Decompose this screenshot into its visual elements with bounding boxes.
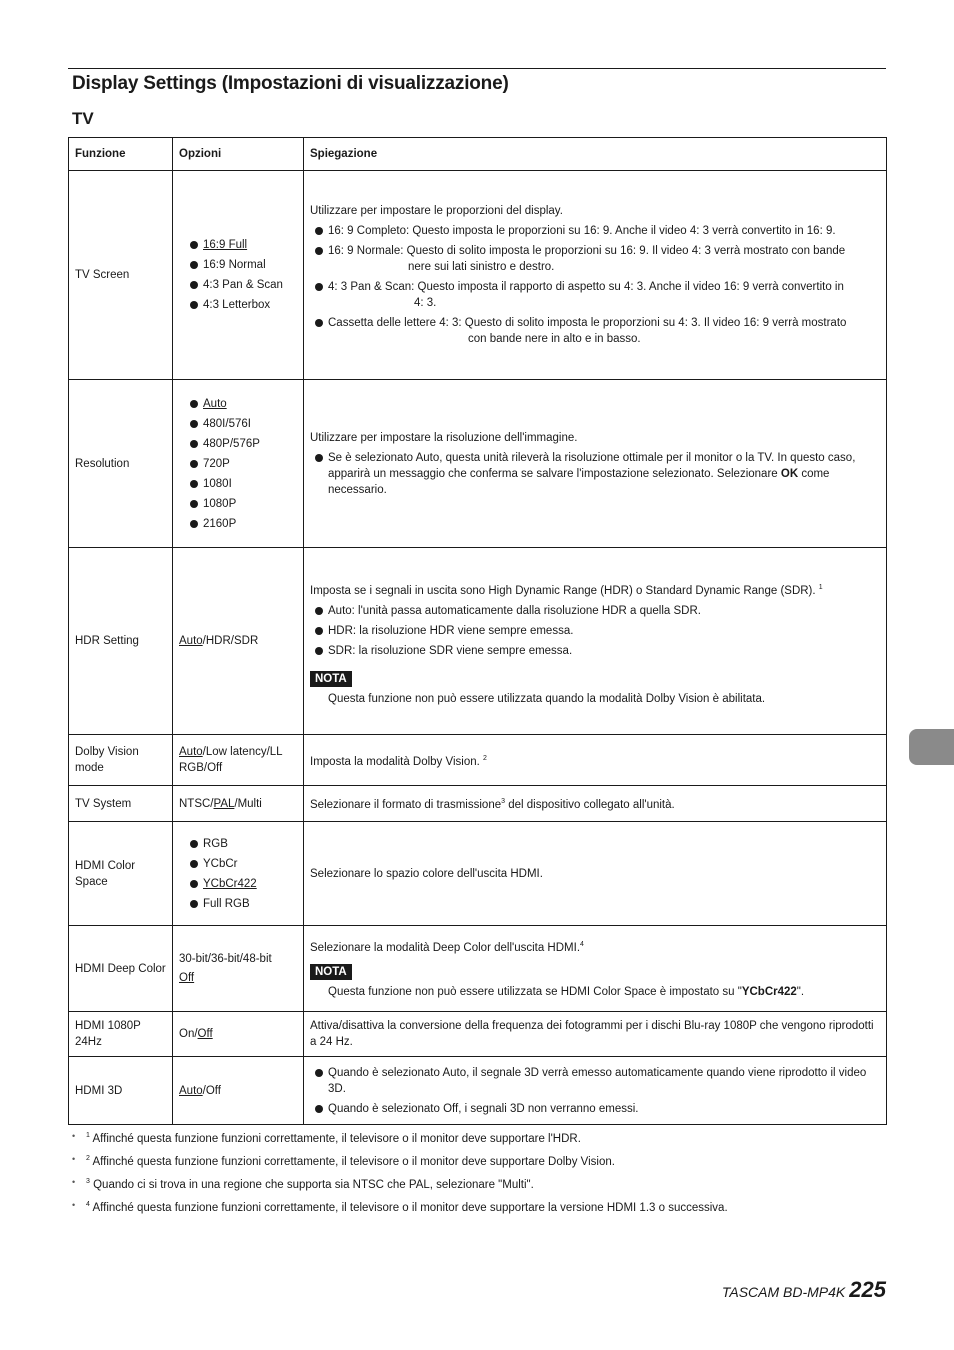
explanation: Selezionare lo spazio colore dell'uscita HDMI. bbox=[304, 822, 887, 926]
header-spiegazione: Spiegazione bbox=[304, 138, 887, 171]
explanation bbox=[304, 1057, 887, 1125]
header-rule bbox=[68, 68, 886, 69]
table-row bbox=[69, 822, 887, 926]
option-item: RGB bbox=[179, 836, 297, 852]
option-text: Auto/HDR/SDR bbox=[173, 548, 304, 735]
option-item: 4:3 Letterbox bbox=[179, 297, 297, 313]
option-item: 1080I bbox=[179, 476, 297, 492]
page-number: 225 bbox=[849, 1277, 886, 1302]
explanation: Utilizzare per impostare le proporzioni del display. 16: 9 Completo: Questo imposta le proporzioni su 16: 9. Anche il video 4: 3 verrà convertito in 16: 9. 16: 9 Normale: Questo di solito imposta le proporzioni su 16: 9. Il video 4: 3 verrà mostrato con bande nere sui lati sinistro e destro. 4: 3 Pan & Scan: Questo imposta il rapporto di aspetto su 4: 3. Anche il video 16: 9 verrà convertito in 4: 3. Cassetta delle lettere 4: 3: Questo di solito imposta le proporzioni su 4: 3. Il video 16: 9 verrà mostrato con bande nere in alto e in basso. bbox=[304, 171, 887, 380]
function-name: Dolby Vision mode bbox=[69, 735, 173, 786]
bullet-item: 16: 9 Normale: Questo di solito imposta le proporzioni su 16: 9. Il video 4: 3 verrà mostrato con bande nere sui lati sinistro e destro. bbox=[310, 243, 880, 275]
option-text: On/Off bbox=[173, 1012, 304, 1057]
explanation: Attiva/disattiva la conversione della frequenza dei fotogrammi per i dischi Blu-ray 1080P che vengono riprodotti a 24 Hz. bbox=[304, 1012, 887, 1057]
table-row bbox=[69, 1012, 887, 1057]
option-item: 16:9 Full bbox=[179, 237, 297, 253]
function-name: TV Screen bbox=[69, 171, 173, 380]
bullet-item: 16: 9 Completo: Questo imposta le proporzioni su 16: 9. Anche il video 4: 3 verrà convertito in 16: 9. bbox=[310, 223, 880, 239]
settings-table bbox=[68, 137, 887, 1125]
footnote: • $^3$ Quando ci si trova in una regione che supporta sia NTSC che PAL, selezionare "Multi". bbox=[70, 1174, 890, 1197]
option-item: 4:3 Pan & Scan bbox=[179, 277, 297, 293]
nota-text: Questa funzione non può essere utilizzata quando la modalità Dolby Vision è abilitata. bbox=[328, 692, 766, 705]
option-item: Full RGB bbox=[179, 896, 297, 912]
table-row bbox=[69, 1057, 887, 1125]
explanation: Selezionare il formato di trasmissione$^3$ del dispositivo collegato all'unità. bbox=[304, 786, 887, 822]
nota-text: Questa funzione non può essere utilizzata se HDMI Color Space è impostato su "YCbCr422". bbox=[328, 986, 805, 998]
function-name: Resolution bbox=[69, 380, 173, 548]
function-name: HDR Setting bbox=[69, 548, 173, 735]
option-text: Auto/Off bbox=[173, 1057, 304, 1125]
explanation: Utilizzare per impostare la risoluzione dell'immagine. Se è selezionato Auto, questa unità rileverà la risoluzione ottimale per il monitor o la TV. In questo caso, apparirà un messaggio che conferma se salvare l'impostazione selezionato. Selezionare OK come necessario. bbox=[304, 380, 887, 548]
option-text: NTSC/PAL/Multi bbox=[173, 786, 304, 822]
function-name: HDMI 3D bbox=[69, 1057, 173, 1125]
page-title: Display Settings (Impostazioni di visualizzazione) bbox=[72, 73, 509, 94]
table-row bbox=[69, 380, 887, 548]
header-funzione: Funzione bbox=[69, 138, 173, 171]
bullet-item: Se è selezionato Auto, questa unità rileverà la risoluzione ottimale per il monitor o la TV. In questo caso, apparirà un messaggio che conferma se salvare l'impostazione selezionato. Selezionare OK come necessario. bbox=[310, 450, 880, 498]
explanation: Imposta se i segnali in uscita sono High Dynamic Range (HDR) o Standard Dynamic Range (SDR). $^1$ Auto: l'unità passa automaticamente dalla risoluzione HDR a quella SDR. HDR: la risoluzione HDR viene sempre emessa. SDR: la risoluzione SDR viene sempre emessa. NOTA Questa funzione non può essere utilizzata quando la modalità Dolby Vision è abilitata. bbox=[304, 548, 887, 735]
nota-badge: NOTA bbox=[310, 671, 352, 687]
nota-badge: NOTA bbox=[310, 964, 352, 980]
option-item: 720P bbox=[179, 456, 297, 472]
header-opzioni: Opzioni bbox=[173, 138, 304, 171]
bullet-item: Auto: l'unità passa automaticamente dalla risoluzione HDR a quella SDR. bbox=[310, 603, 880, 619]
option-item: YCbCr bbox=[179, 856, 297, 872]
table-row bbox=[69, 735, 887, 786]
table-row bbox=[69, 926, 887, 1012]
footnotes bbox=[70, 1128, 890, 1220]
footnote: • $^1$ Affinché questa funzione funzioni correttamente, il televisore o il monitor deve supportare l'HDR. bbox=[70, 1128, 890, 1151]
table-row bbox=[69, 171, 887, 380]
option-item: 1080P bbox=[179, 496, 297, 512]
option-list bbox=[173, 822, 304, 926]
brand-model: TASCAM BD-MP4K bbox=[721, 1284, 846, 1300]
option-list bbox=[173, 380, 304, 548]
function-name: HDMI Color Space bbox=[69, 822, 173, 926]
chapter-tab bbox=[909, 729, 954, 765]
option-item: Auto bbox=[179, 396, 297, 412]
bullet-item: Cassetta delle lettere 4: 3: Questo di solito imposta le proporzioni su 4: 3. Il video 16: 9 verrà mostrato con bande nere in alto e in basso. bbox=[310, 315, 880, 347]
page-footer bbox=[722, 1277, 886, 1303]
option-text: 30-bit/36-bit/48-bit Off bbox=[173, 926, 304, 1012]
option-item: 2160P bbox=[179, 516, 297, 532]
option-item: YCbCr422 bbox=[179, 876, 297, 892]
function-name: HDMI Deep Color bbox=[69, 926, 173, 1012]
bullet-item: HDR: la risoluzione HDR viene sempre emessa. bbox=[310, 623, 880, 639]
option-item: 16:9 Normal bbox=[179, 257, 297, 273]
option-list bbox=[173, 171, 304, 380]
bullet-item: SDR: la risoluzione SDR viene sempre emessa. bbox=[310, 643, 880, 659]
function-name: TV System bbox=[69, 786, 173, 822]
explanation: Imposta la modalità Dolby Vision. $^2$ bbox=[304, 735, 887, 786]
option-item: 480I/576I bbox=[179, 416, 297, 432]
option-text: Auto/Low latency/LL RGB/Off bbox=[173, 735, 304, 786]
section-title: TV bbox=[72, 109, 94, 128]
function-name: HDMI 1080P 24Hz bbox=[69, 1012, 173, 1057]
footnote: • $^4$ Affinché questa funzione funzioni correttamente, il televisore o il monitor deve supportare la versione HDMI 1.3 o successiva. bbox=[70, 1197, 890, 1220]
option-item: 480P/576P bbox=[179, 436, 297, 452]
explanation: Selezionare la modalità Deep Color dell'uscita HDMI.$^4$ NOTA Questa funzione non può essere utilizzata se HDMI Color Space è impostato su "YCbCr422". bbox=[304, 926, 887, 1012]
bullet-item: 4: 3 Pan & Scan: Questo imposta il rapporto di aspetto su 4: 3. Anche il video 16: 9 verrà convertito in 4: 3. bbox=[310, 279, 880, 311]
bullet-item: Quando è selezionato Off, i segnali 3D non verranno emessi. bbox=[310, 1101, 880, 1117]
footnote: • $^2$ Affinché questa funzione funzioni correttamente, il televisore o il monitor deve supportare Dolby Vision. bbox=[70, 1151, 890, 1174]
table-header-row bbox=[69, 138, 887, 171]
bullet-item: Quando è selezionato Auto, il segnale 3D verrà emesso automaticamente quando viene riprodotto il video 3D. bbox=[310, 1065, 880, 1097]
table-row bbox=[69, 786, 887, 822]
table-row bbox=[69, 548, 887, 735]
